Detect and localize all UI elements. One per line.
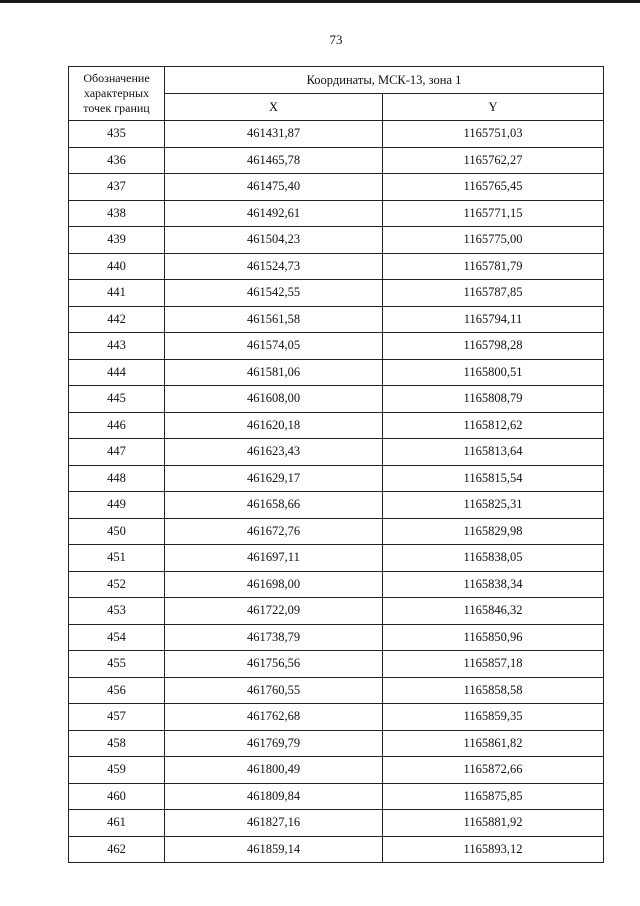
table-row xyxy=(69,518,604,545)
table-row xyxy=(69,147,604,174)
point-id-cell: 440 xyxy=(69,253,165,280)
x-coordinate-cell: 461760,55 xyxy=(165,677,383,704)
x-coordinate-cell: 461827,16 xyxy=(165,810,383,837)
table-row xyxy=(69,810,604,837)
table-row xyxy=(69,306,604,333)
point-id-cell: 437 xyxy=(69,174,165,201)
x-coordinate-cell: 461620,18 xyxy=(165,412,383,439)
point-id-cell: 438 xyxy=(69,200,165,227)
table-row xyxy=(69,677,604,704)
x-coordinate-cell: 461698,00 xyxy=(165,571,383,598)
point-id-cell: 436 xyxy=(69,147,165,174)
y-coordinate-cell: 1165872,66 xyxy=(383,757,604,784)
point-id-cell: 445 xyxy=(69,386,165,413)
y-coordinate-cell: 1165858,58 xyxy=(383,677,604,704)
x-coordinate-cell: 461475,40 xyxy=(165,174,383,201)
x-coordinate-cell: 461809,84 xyxy=(165,783,383,810)
point-id-cell: 456 xyxy=(69,677,165,704)
table-row xyxy=(69,333,604,360)
y-coordinate-cell: 1165893,12 xyxy=(383,836,604,863)
point-id-cell: 450 xyxy=(69,518,165,545)
point-id-cell: 448 xyxy=(69,465,165,492)
y-coordinate-cell: 1165846,32 xyxy=(383,598,604,625)
table-row xyxy=(69,253,604,280)
y-coordinate-cell: 1165762,27 xyxy=(383,147,604,174)
y-coordinate-cell: 1165881,92 xyxy=(383,810,604,837)
x-coordinate-cell: 461574,05 xyxy=(165,333,383,360)
page-number: 73 xyxy=(329,32,343,47)
y-coordinate-cell: 1165861,82 xyxy=(383,730,604,757)
table-row xyxy=(69,465,604,492)
point-id-cell: 457 xyxy=(69,704,165,731)
point-id-cell: 444 xyxy=(69,359,165,386)
y-coordinate-cell: 1165794,11 xyxy=(383,306,604,333)
y-coordinate-cell: 1165800,51 xyxy=(383,359,604,386)
y-coordinate-cell: 1165813,64 xyxy=(383,439,604,466)
table-row xyxy=(69,227,604,254)
y-coordinate-cell: 1165798,28 xyxy=(383,333,604,360)
point-id-cell: 447 xyxy=(69,439,165,466)
table-row xyxy=(69,359,604,386)
point-id-cell: 442 xyxy=(69,306,165,333)
y-coordinate-cell: 1165829,98 xyxy=(383,518,604,545)
x-coordinate-cell: 461769,79 xyxy=(165,730,383,757)
point-id-cell: 458 xyxy=(69,730,165,757)
x-coordinate-cell: 461623,43 xyxy=(165,439,383,466)
table-row xyxy=(69,571,604,598)
y-coordinate-cell: 1165787,85 xyxy=(383,280,604,307)
point-id-cell: 453 xyxy=(69,598,165,625)
table-row xyxy=(69,200,604,227)
x-coordinate-cell: 461465,78 xyxy=(165,147,383,174)
y-coordinate-cell: 1165781,79 xyxy=(383,253,604,280)
y-coordinate-cell: 1165775,00 xyxy=(383,227,604,254)
table-row xyxy=(69,598,604,625)
table-row xyxy=(69,412,604,439)
table-row xyxy=(69,386,604,413)
table-row xyxy=(69,757,604,784)
x-coordinate-cell: 461492,61 xyxy=(165,200,383,227)
table-row xyxy=(69,624,604,651)
table-row xyxy=(69,704,604,731)
y-coordinate-cell: 1165751,03 xyxy=(383,121,604,148)
y-column-header: Y xyxy=(383,94,604,121)
point-id-cell: 454 xyxy=(69,624,165,651)
y-coordinate-cell: 1165812,62 xyxy=(383,412,604,439)
point-id-cell: 455 xyxy=(69,651,165,678)
y-coordinate-cell: 1165838,05 xyxy=(383,545,604,572)
point-id-cell: 462 xyxy=(69,836,165,863)
y-coordinate-cell: 1165815,54 xyxy=(383,465,604,492)
y-coordinate-cell: 1165859,35 xyxy=(383,704,604,731)
x-coordinate-cell: 461722,09 xyxy=(165,598,383,625)
y-coordinate-cell: 1165825,31 xyxy=(383,492,604,519)
point-id-cell: 446 xyxy=(69,412,165,439)
table-row xyxy=(69,783,604,810)
coordinates-system-header: Координаты, МСК-13, зона 1 xyxy=(165,67,604,94)
point-id-cell: 451 xyxy=(69,545,165,572)
table-body xyxy=(69,121,604,863)
y-coordinate-cell: 1165857,18 xyxy=(383,651,604,678)
x-coordinate-cell: 461629,17 xyxy=(165,465,383,492)
x-coordinate-cell: 461762,68 xyxy=(165,704,383,731)
y-coordinate-cell: 1165875,85 xyxy=(383,783,604,810)
x-coordinate-cell: 461524,73 xyxy=(165,253,383,280)
x-coordinate-cell: 461697,11 xyxy=(165,545,383,572)
coordinates-table xyxy=(68,66,604,863)
table-row xyxy=(69,492,604,519)
x-coordinate-cell: 461431,87 xyxy=(165,121,383,148)
x-coordinate-cell: 461581,06 xyxy=(165,359,383,386)
x-coordinate-cell: 461800,49 xyxy=(165,757,383,784)
point-id-cell: 443 xyxy=(69,333,165,360)
x-coordinate-cell: 461859,14 xyxy=(165,836,383,863)
table-row xyxy=(69,280,604,307)
table-row xyxy=(69,836,604,863)
y-coordinate-cell: 1165771,15 xyxy=(383,200,604,227)
page-top-edge xyxy=(0,0,640,3)
x-coordinate-cell: 461756,56 xyxy=(165,651,383,678)
y-coordinate-cell: 1165850,96 xyxy=(383,624,604,651)
table-row xyxy=(69,121,604,148)
y-coordinate-cell: 1165765,45 xyxy=(383,174,604,201)
y-coordinate-cell: 1165808,79 xyxy=(383,386,604,413)
x-coordinate-cell: 461542,55 xyxy=(165,280,383,307)
x-coordinate-cell: 461608,00 xyxy=(165,386,383,413)
point-id-cell: 460 xyxy=(69,783,165,810)
x-column-header: X xyxy=(165,94,383,121)
table-row xyxy=(69,651,604,678)
table-row xyxy=(69,174,604,201)
x-coordinate-cell: 461658,66 xyxy=(165,492,383,519)
point-id-cell: 449 xyxy=(69,492,165,519)
table-row xyxy=(69,439,604,466)
point-id-cell: 452 xyxy=(69,571,165,598)
x-coordinate-cell: 461672,76 xyxy=(165,518,383,545)
point-id-cell: 439 xyxy=(69,227,165,254)
point-id-cell: 435 xyxy=(69,121,165,148)
point-id-cell: 461 xyxy=(69,810,165,837)
table-row xyxy=(69,730,604,757)
x-coordinate-cell: 461561,58 xyxy=(165,306,383,333)
x-coordinate-cell: 461504,23 xyxy=(165,227,383,254)
point-id-cell: 459 xyxy=(69,757,165,784)
table-row xyxy=(69,545,604,572)
point-designation-header: Обозначение характерных точек границ xyxy=(69,67,165,121)
point-id-cell: 441 xyxy=(69,280,165,307)
y-coordinate-cell: 1165838,34 xyxy=(383,571,604,598)
x-coordinate-cell: 461738,79 xyxy=(165,624,383,651)
